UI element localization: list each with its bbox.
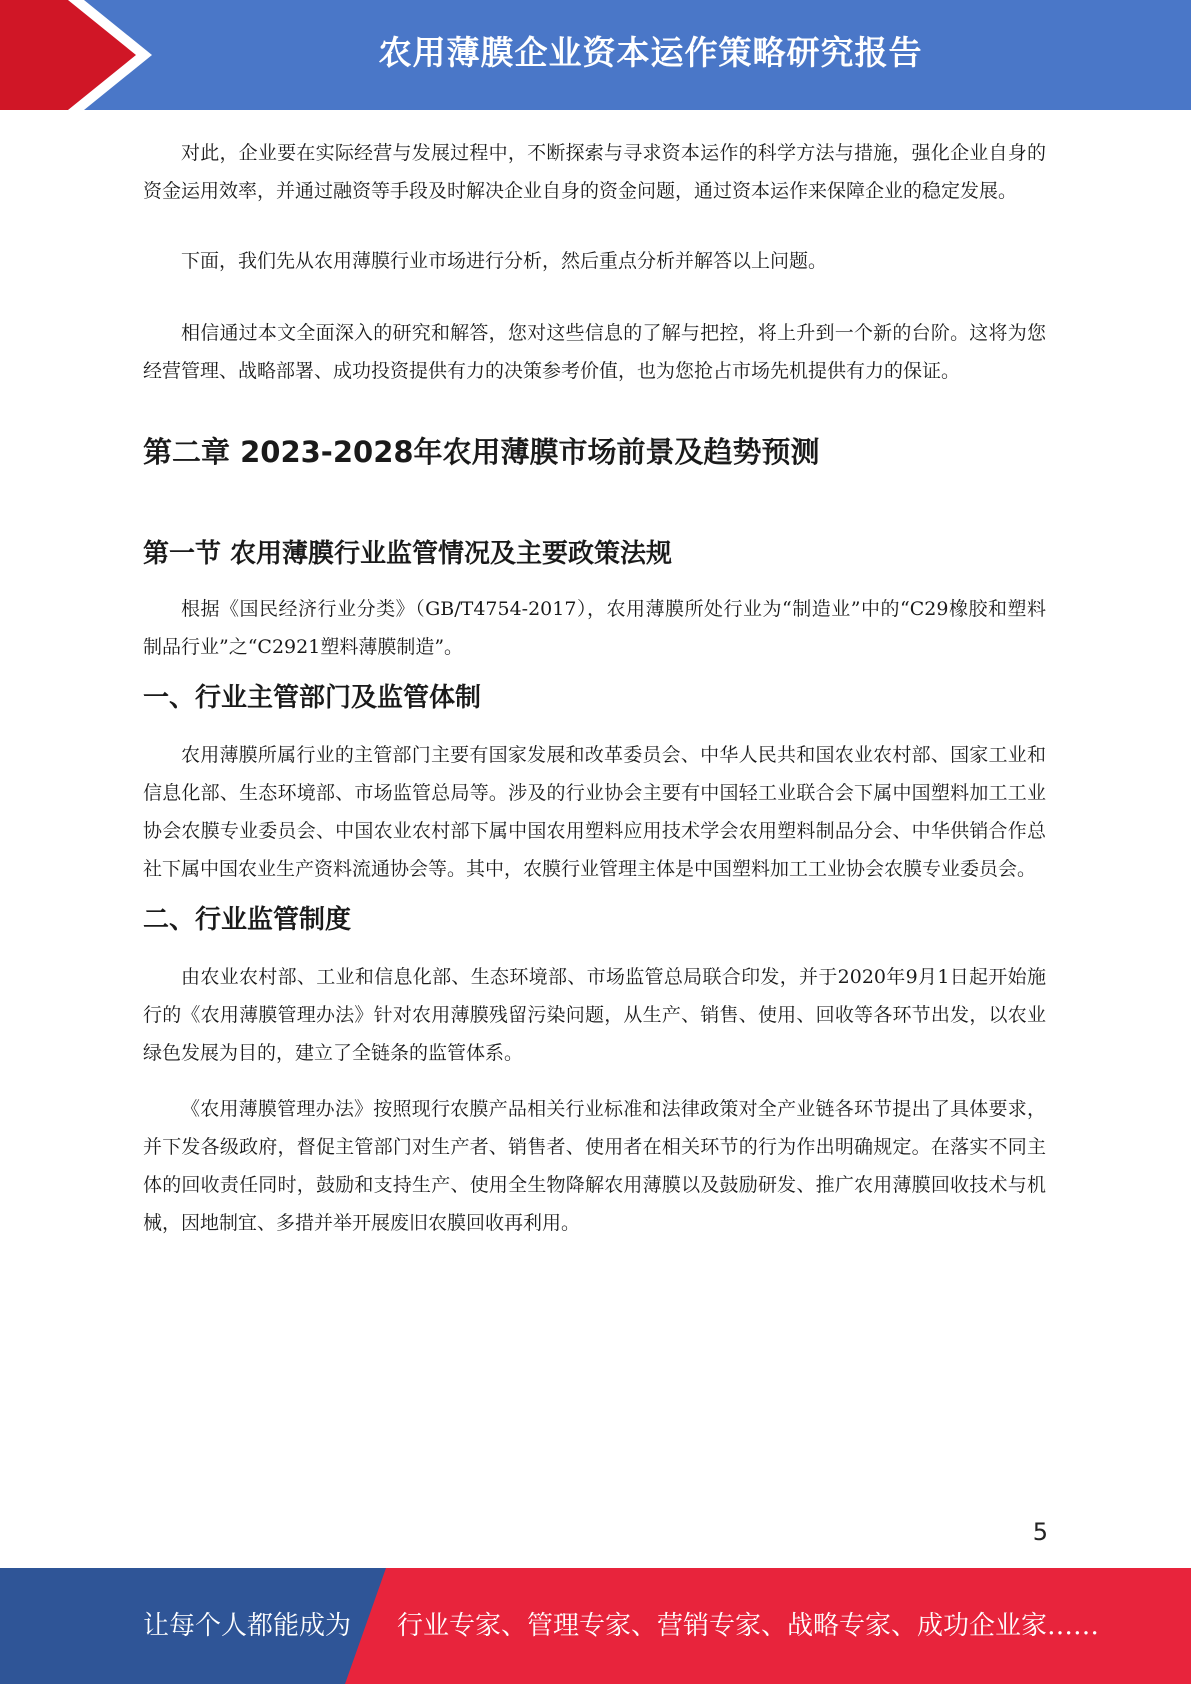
footer-slogan-left: 让每个人都能成为: [143, 1611, 352, 1641]
page-header: [0, 0, 1191, 110]
report-title: 农用薄膜企业资本运作策略研究报告: [378, 33, 923, 72]
footer-slogan-right: 行业专家、管理专家、营销专家、战略专家、成功企业家……: [397, 1611, 1100, 1641]
subsection-2-paragraph-1: 由农业农村部、工业和信息化部、生态环境部、市场监管总局联合印发，并于2020年9月1日起开始施行的《农用薄膜管理办法》针对农用薄膜残留污染问题，从生产、销售、使用、回收等各环节出发，以农业绿色发展为目的，建立了全链条的监管体系。: [143, 966, 1046, 1064]
subsection-title-1: 一、行业主管部门及监管体制: [143, 683, 482, 713]
page-number: 5: [1032, 1518, 1048, 1546]
page-content: [143, 134, 1046, 1242]
section-title: 第一节 农用薄膜行业监管情况及主要政策法规: [143, 539, 673, 569]
chapter-title: 第二章 2023-2028年农用薄膜市场前景及趋势预测: [143, 435, 820, 469]
header-red-chevron: [0, 0, 150, 110]
page-footer: [0, 1568, 1191, 1684]
subsection-title-2: 二、行业监管制度: [143, 905, 352, 935]
subsection-1-paragraph: 农用薄膜所属行业的主管部门主要有国家发展和改革委员会、中华人民共和国农业农村部、国家工业和信息化部、生态环境部、市场监管总局等。涉及的行业协会主要有中国轻工业联合会下属中国塑料加工工业协会农膜专业委员会、中国农业农村部下属中国农用塑料应用技术学会农用塑料制品分会、中华供销合作总社下属中国农业生产资料流通协会等。其中，农膜行业管理主体是中国塑料加工工业协会农膜专业委员会。: [143, 744, 1046, 880]
intro-paragraph-3: 相信通过本文全面深入的研究和解答，您对这些信息的了解与把控，将上升到一个新的台阶。这将为您经营管理、战略部署、成功投资提供有力的决策参考价值，也为您抢占市场先机提供有力的保证。: [143, 322, 1046, 382]
section-paragraph: 根据《国民经济行业分类》（GB/T4754-2017），农用薄膜所处行业为“制造业”中的“C29橡胶和塑料制品行业”之“C2921塑料薄膜制造”。: [143, 598, 1046, 658]
subsection-2-paragraph-2: 《农用薄膜管理办法》按照现行农膜产品相关行业标准和法律政策对全产业链各环节提出了具体要求，并下发各级政府，督促主管部门对生产者、销售者、使用者在相关环节的行为作出明确规定。在落实不同主体的回收责任同时，鼓励和支持生产、使用全生物降解农用薄膜以及鼓励研发、推广农用薄膜回收技术与机械，因地制宜、多措并举开展废旧农膜回收再利用。: [143, 1098, 1046, 1234]
intro-paragraph-2: 下面，我们先从农用薄膜行业市场进行分析，然后重点分析并解答以上问题。: [181, 250, 828, 272]
intro-paragraph-1: 对此，企业要在实际经营与发展过程中，不断探索与寻求资本运作的科学方法与措施，强化企业自身的资金运用效率，并通过融资等手段及时解决企业自身的资金问题，通过资本运作来保障企业的稳定发展。: [143, 142, 1046, 202]
